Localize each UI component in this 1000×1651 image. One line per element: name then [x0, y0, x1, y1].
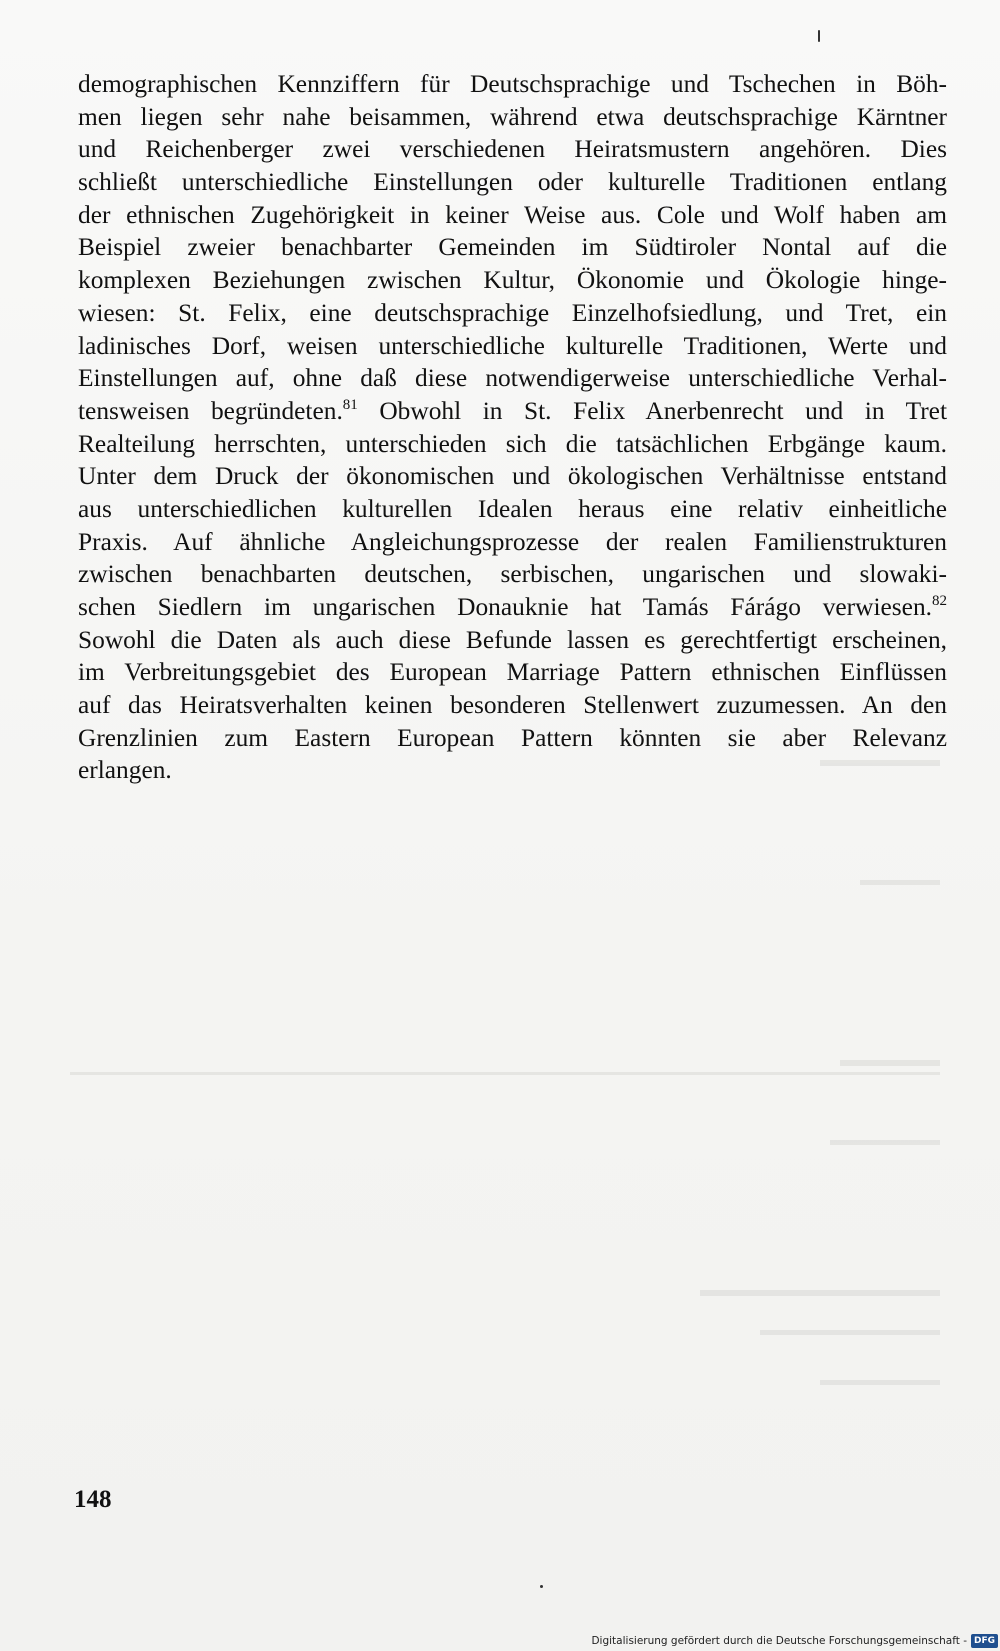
dfg-logo: DFG	[971, 1634, 998, 1648]
text-line: Unter dem Druck der ökonomischen und ökologischen Verhältnisse entstand	[78, 462, 947, 491]
text-line: der ethnischen Zugehörigkeit in keiner Weise aus. Cole und Wolf haben am	[78, 200, 947, 229]
text-line: wiesen: St. Felix, eine deutschsprachige Einzelhofsiedlung, und Tret, ein	[78, 298, 947, 327]
text-line: Realteilung herrschten, unterschieden sich die tatsächlichen Erbgänge kaum.	[78, 429, 947, 458]
body-paragraph	[78, 68, 947, 787]
text-line: schließt unterschiedliche Einstellungen oder kulturelle Traditionen entlang	[78, 168, 947, 197]
text-segment: Obwohl in St. Felix Anerbenrecht und in Tret	[357, 396, 948, 425]
text-line: zwischen benachbarten deutschen, serbischen, ungarischen und slowaki-	[78, 560, 947, 589]
text-line: Beispiel zweier benachbarter Gemeinden im Südtiroler Nontal auf die	[78, 233, 947, 262]
text-line: komplexen Beziehungen zwischen Kultur, Ökonomie und Ökologie hinge-	[78, 266, 947, 295]
footnote-marker-82[interactable]: 82	[932, 593, 947, 609]
text-line: auf das Heiratsverhalten keinen besonderen Stellenwert zuzumessen. An den	[78, 691, 947, 720]
text-line: Grenzlinien zum Eastern European Pattern könnten sie aber Relevanz	[78, 723, 947, 752]
text-segment: tensweisen begründeten.	[78, 396, 343, 425]
text-line: demographischen Kennziffern für Deutschsprachige und Tschechen in Böh-	[78, 70, 947, 98]
text-line: Praxis. Auf ähnliche Angleichungsprozesse der realen Familienstrukturen	[78, 527, 947, 556]
text-line: und Reichenberger zwei verschiedenen Heiratsmustern angehören. Dies	[78, 135, 947, 164]
text-line	[78, 591, 947, 624]
text-line: Einstellungen auf, ohne daß diese notwendigerweise unterschiedliche Verhal-	[78, 364, 947, 393]
text-line: Sowohl die Daten als auch diese Befunde lassen es gerechtfertigt erscheinen,	[78, 625, 947, 654]
page-number: 148	[74, 1486, 112, 1513]
text-line: erlangen.	[78, 756, 172, 785]
footer-credit: Digitalisierung gefördert durch die Deutsche Forschungsgemeinschaft -	[591, 1635, 967, 1647]
text-line: im Verbreitungsgebiet des European Marriage Pattern ethnischen Einflüssen	[78, 658, 947, 687]
scan-speck	[818, 30, 820, 42]
footnote-marker-81[interactable]: 81	[342, 396, 358, 413]
text-line: ladinisches Dorf, weisen unterschiedliche kulturelle Traditionen, Werte und	[78, 331, 947, 360]
text-line: men liegen sehr nahe beisammen, während etwa deutschsprachige Kärntner	[78, 102, 947, 131]
digitization-footer	[591, 1632, 998, 1650]
text-line	[78, 395, 947, 428]
text-segment: schen Siedlern im ungarischen Donauknie hat Tamás Fárágo verwiesen.	[78, 593, 932, 621]
text-line: aus unterschiedlichen kulturellen Idealen heraus eine relativ einheitliche	[78, 494, 947, 523]
scan-speck	[540, 1585, 543, 1588]
